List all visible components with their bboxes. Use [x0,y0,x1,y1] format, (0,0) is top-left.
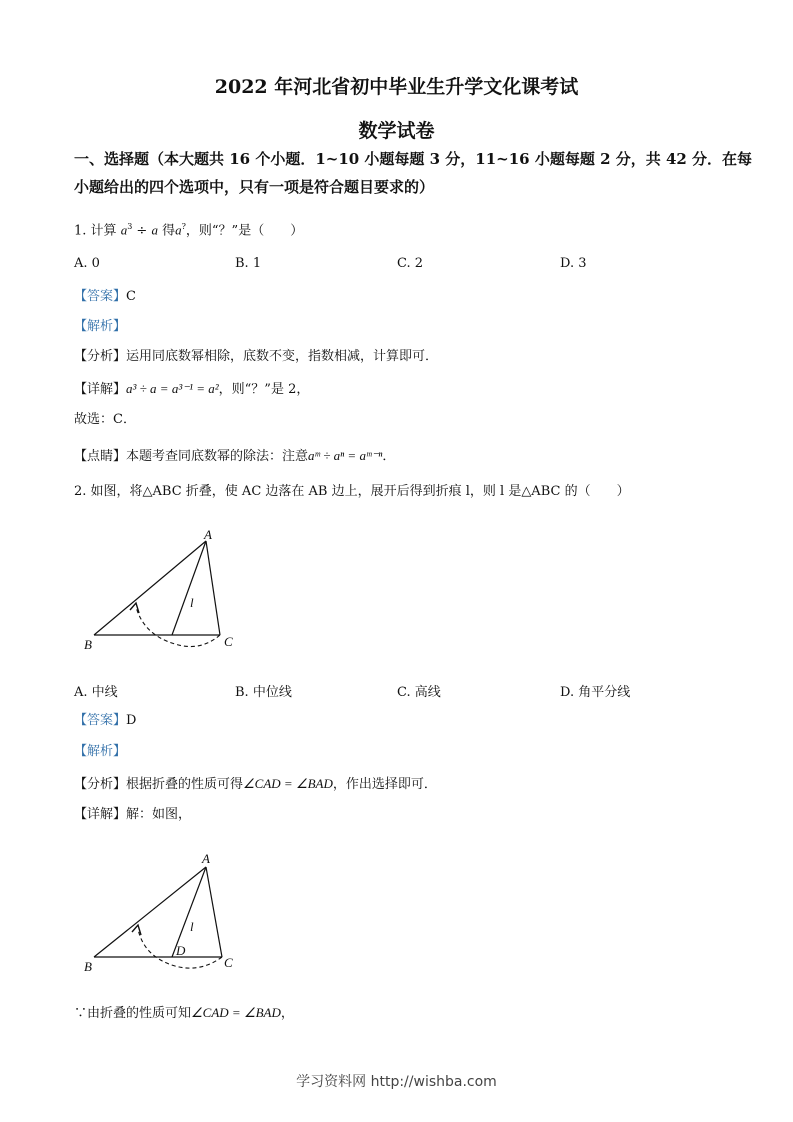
q2-detail-label: 【详解】 [74,807,127,822]
q2-option-d: D. 角平分线 [560,685,631,700]
page-subtitle: 数学试卷 [358,120,435,142]
fig2-label-c: C [224,955,233,970]
q2-option-b: B. 中位线 [235,685,292,700]
q1-option-c: C. 2 [397,256,424,271]
q1-stem-suffix: ，则“？”是（ ） [185,223,304,239]
q2-detail-text: 解：如图， [126,807,192,822]
q1-expr-exp: 3 [127,222,133,231]
q2-figure-1 [80,527,250,655]
q1-stem-mid: 得 [162,223,176,239]
fig1-label-b: B [84,637,92,652]
q1-answer-label: 【答案】 [74,289,127,304]
fig2-side-ac [206,867,222,957]
fig2-label-a: A [202,851,210,866]
section-heading-line2: 小题给出的四个选项中，只有一项是符合题目要求的） [74,178,435,196]
q1-detail-expr: a³ ÷ a = a³⁻¹ = a² [126,381,219,396]
fig1-side-ac [206,541,220,635]
page-title: 2022 年河北省初中毕业生升学文化课考试 [214,76,579,98]
q2-because-expr: ∠CAD = ∠BAD [191,1005,281,1020]
q2-fenxi [74,775,437,794]
q2-fenxi-label: 【分析】 [74,777,127,792]
q1-stem-prefix: 1. 计算 [74,223,117,239]
q1-dianjing-expr: aᵐ ÷ aⁿ = aᵐ⁻ⁿ [308,448,383,463]
q2-answer [74,712,136,730]
q1-expr-base: a [120,222,128,238]
q1-fenxi-label: 【分析】 [74,349,127,364]
q1-dianjing [74,447,395,466]
q2-detail [74,806,191,824]
q2-analysis-label: 【解析】 [74,744,127,759]
section-heading-line1: 一、选择题（本大题共 16 个小题．1~10 小题每题 3 分，11~16 小题每题 2 分，共 42 分．在每 [74,150,753,168]
q2-fenxi-suffix: ，作出选择即可． [332,777,437,792]
q1-option-b: B. 1 [235,256,262,271]
q1-stem [74,218,303,240]
fig2-label-l: l [190,919,194,934]
q2-because-suffix: ， [280,1006,294,1021]
fig1-label-c: C [224,634,233,649]
q1-detail-label: 【详解】 [74,382,127,397]
q2-because [74,1004,294,1023]
q1-dianjing-text: 本题考查同底数幂的除法：注意 [126,449,309,464]
q2-answer-value: D [126,713,137,728]
q2-fenxi-prefix: 根据折叠的性质可得 [126,777,244,792]
q2-answer-label: 【答案】 [74,713,127,728]
fig2-label-d: D [176,943,186,958]
footer-watermark: 学习资料网 http://wishba.com [296,1074,497,1090]
q2-option-c: C. 高线 [397,685,441,700]
q1-fenxi-text: 运用同底数幂相除，底数不变，指数相减，计算即可． [126,349,439,364]
q1-conclusion: 故选：C． [74,412,136,427]
q1-answer-value: C [126,289,136,304]
fig2-label-b: B [84,959,92,974]
q1-analysis-label: 【解析】 [74,319,127,334]
q1-option-a: A. 0 [74,256,100,271]
fig1-label-l: l [190,595,194,610]
q1-dianjing-end: ． [382,449,396,464]
q2-stem: 2. 如图，将△ABC 折叠，使 AC 边落在 AB 边上，展开后得到折痕 l，则 l 是△ABC 的（ ） [74,484,630,499]
fig1-fold-arc [136,607,220,647]
q1-expr-op: ÷ [132,223,152,239]
q2-because-prefix: ∵由折叠的性质可知 [74,1006,192,1021]
q2-option-a: A. 中线 [74,685,118,700]
q1-dianjing-label: 【点睛】 [74,449,127,464]
q1-fenxi [74,348,438,366]
q1-answer [74,288,136,306]
q2-figure-2 [80,849,250,977]
q1-detail-suffix: ，则“？”是 2， [218,382,310,397]
fig1-label-a: A [204,527,212,542]
q1-expr-base2: a [151,222,158,238]
q1-option-d: D. 3 [560,256,587,271]
q1-detail [74,380,309,399]
q1-expr2-exp: ? [181,222,186,231]
q2-fenxi-expr: ∠CAD = ∠BAD [243,776,333,791]
q1-expr2-base: a [175,222,182,238]
